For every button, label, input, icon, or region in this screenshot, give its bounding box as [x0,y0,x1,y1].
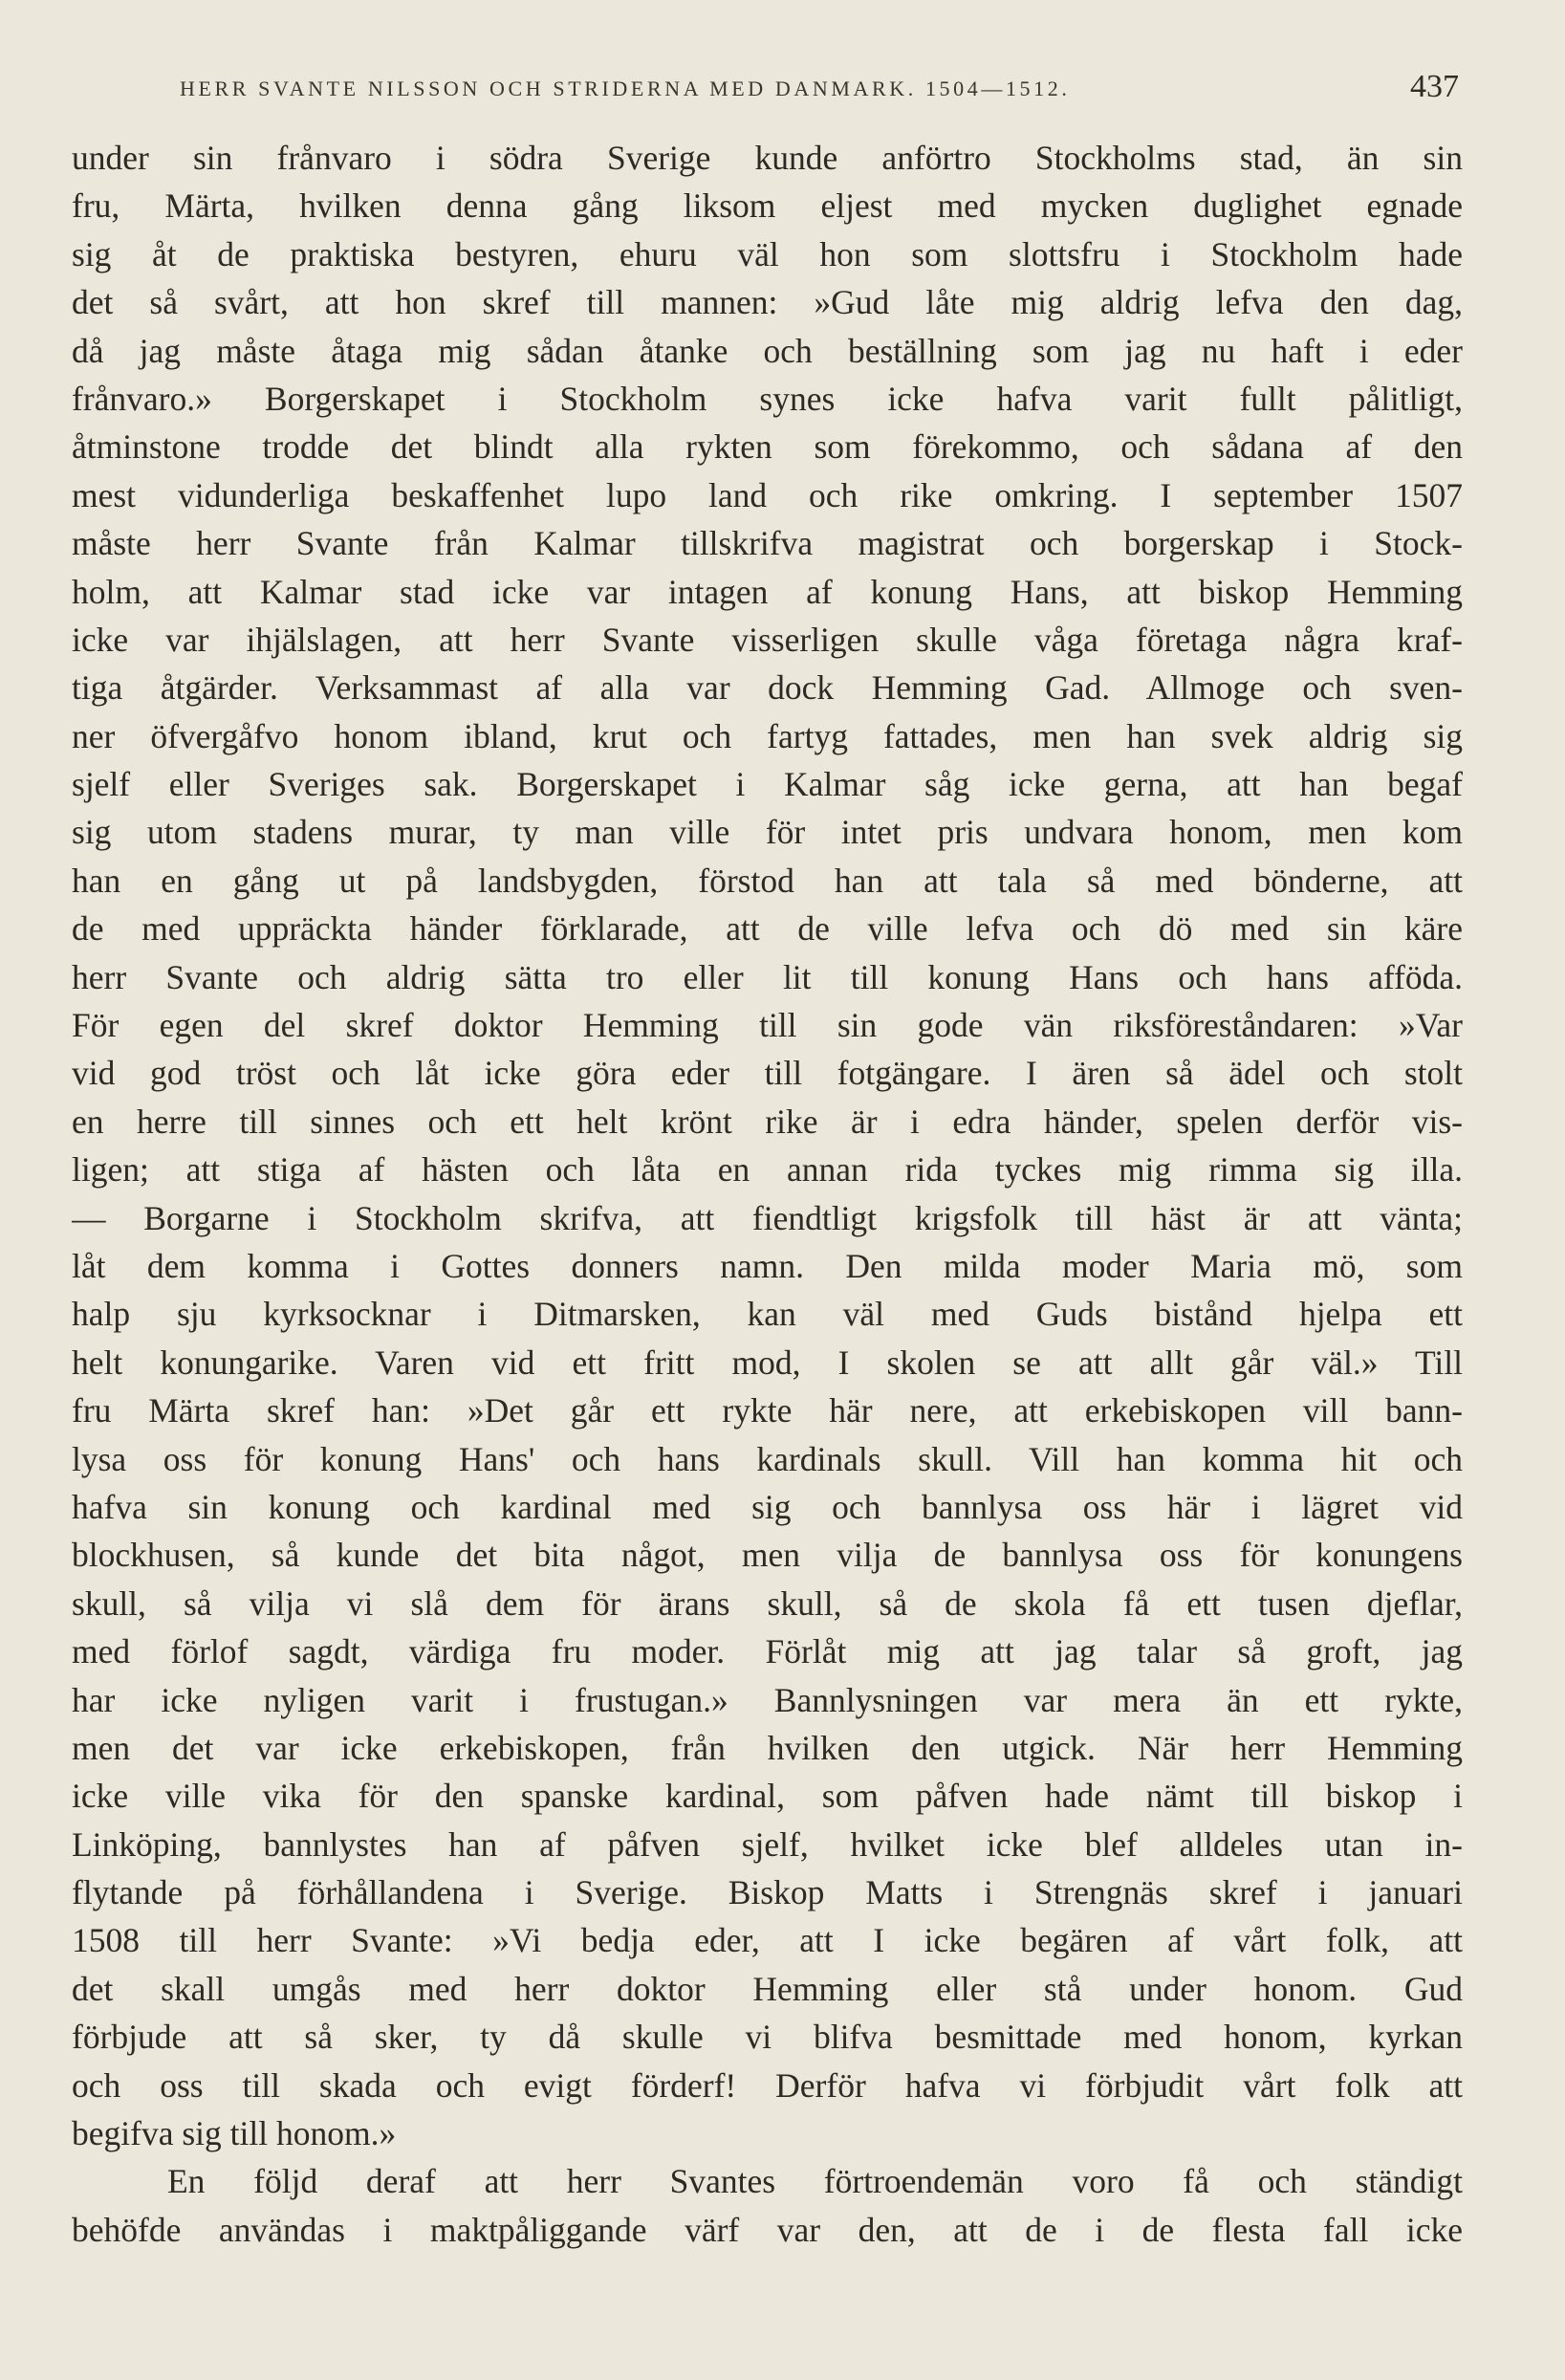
text-line: icke ville vika för den spanske kardinal, som påfven hade nämt till biskop i [72,1777,1463,1816]
running-title: HERR SVANTE NILSSON OCH STRIDERNA MED DANMARK. 1504—1512. [180,76,1071,100]
running-header [153,69,1472,111]
text-line: med förlof sagdt, värdiga fru moder. Förlåt mig att jag talar så groft, jag [72,1632,1463,1671]
text-line: låt dem komma i Gottes donners namn. Den milda moder Maria mö, som [72,1246,1463,1285]
text-line: måste herr Svante från Kalmar tillskrifva magistrat och borgerskap i Stock- [72,524,1463,563]
text-line: sjelf eller Sveriges sak. Borgerskapet i Kalmar såg icke gerna, att han begaf [72,765,1463,804]
text-line: lysa oss för konung Hans' och hans kardinals skull. Vill han komma hit och [72,1439,1463,1478]
text-line: förbjude att så sker, ty då skulle vi blifva besmittade med honom, kyrkan [72,2018,1463,2057]
text-line: frånvaro.» Borgerskapet i Stockholm synes icke hafva varit fullt pålitligt, [72,379,1463,418]
text-line: skull, så vilja vi slå dem för ärans skull, så de skola få ett tusen djeflar, [72,1583,1463,1623]
text-line: det så svårt, att hon skref till mannen: »Gud låte mig aldrig lefva den dag, [72,283,1463,322]
text-line: åtminstone trodde det blindt alla rykten som förekommo, och sådana af den [72,427,1463,467]
text-line: de med uppräckta händer förklarade, att de ville lefva och dö med sin käre [72,909,1463,949]
text-line: blockhusen, så kunde det bita något, men vilja de bannlysa oss för konungens [72,1536,1463,1575]
text-line: Linköping, bannlystes han af påfven sjelf, hvilket icke blef alldeles utan in- [72,1824,1463,1864]
text-line: behöfde användas i maktpåliggande värf var den, att de i de flesta fall icke [72,2210,1463,2249]
text-line: och oss till skada och evigt förderf! Derför hafva vi förbjudit vårt folk att [72,2065,1463,2105]
text-line: sig åt de praktiska bestyren, ehuru väl hon som slottsfru i Stockholm hade [72,234,1463,273]
text-line: vid god tröst och låt icke göra eder till fotgängare. I ären så ädel och stolt [72,1054,1463,1093]
text-line: ligen; att stiga af hästen och låta en annan rida tyckes mig rimma sig illa. [72,1150,1463,1190]
text-line: då jag måste åtaga mig sådan åtanke och beställning som jag nu haft i eder [72,331,1463,370]
text-line: holm, att Kalmar stad icke var intagen af konung Hans, att biskop Hemming [72,572,1463,611]
text-line: har icke nyligen varit i frustugan.» Bannlysningen var mera än ett rykte, [72,1680,1463,1719]
text-line: tiga åtgärder. Verksammast af alla var dock Hemming Gad. Allmoge och sven- [72,668,1463,708]
text-line: hafva sin konung och kardinal med sig och bannlysa oss här i lägret vid [72,1487,1463,1526]
text-line: För egen del skref doktor Hemming till sin gode vän riksföreståndaren: »Var [72,1006,1463,1045]
page-number: 437 [1410,69,1459,104]
text-line: fru, Märta, hvilken denna gång liksom eljest med mycken duglighet egnade [72,186,1463,226]
text-line: han en gång ut på landsbygden, förstod han att tala så med bönderne, att [72,861,1463,900]
paragraph-end-line: begifva sig till honom.» [72,2114,397,2153]
text-line: 1508 till herr Svante: »Vi bedja eder, att I icke begären af vårt folk, att [72,1921,1463,1960]
text-line: — Borgarne i Stockholm skrifva, att fiendtligt krigsfolk till häst är att vänta; [72,1198,1463,1237]
text-line: det skall umgås med herr doktor Hemming eller stå under honom. Gud [72,1969,1463,2008]
text-line: en herre till sinnes och ett helt krönt rike är i edra händer, spelen derför vis- [72,1102,1463,1141]
text-line: halp sju kyrksocknar i Ditmarsken, kan väl med Guds bistånd hjelpa ett [72,1295,1463,1334]
text-line: flytande på förhållandena i Sverige. Biskop Matts i Strengnäs skref i januari [72,1873,1463,1912]
text-line: herr Svante och aldrig sätta tro eller lit till konung Hans och hans afföda. [72,957,1463,996]
body-text [72,134,1463,2254]
text-line: ner öfvergåfvo honom ibland, krut och fartyg fattades, men han svek aldrig sig [72,716,1463,755]
text-line: fru Märta skref han: »Det går ett rykte här nere, att erkebiskopen vill bann- [72,1391,1463,1430]
paragraph-start-line: En följd deraf att herr Svantes förtroendemän voro få och ständigt [167,2162,1463,2201]
text-line: under sin frånvaro i södra Sverige kunde anförtro Stockholms stad, än sin [72,139,1463,177]
text-line: men det var icke erkebiskopen, från hvilken den utgick. När herr Hemming [72,1728,1463,1767]
text-line: helt konungarike. Varen vid ett fritt mod, I skolen se att allt går väl.» Till [72,1343,1463,1382]
text-line: sig utom stadens murar, ty man ville för intet pris undvara honom, men kom [72,813,1463,852]
text-line: icke var ihjälslagen, att herr Svante visserligen skulle våga företaga några kraf- [72,620,1463,659]
text-line: mest vidunderliga beskaffenhet lupo land och rike omkring. I september 1507 [72,475,1463,514]
